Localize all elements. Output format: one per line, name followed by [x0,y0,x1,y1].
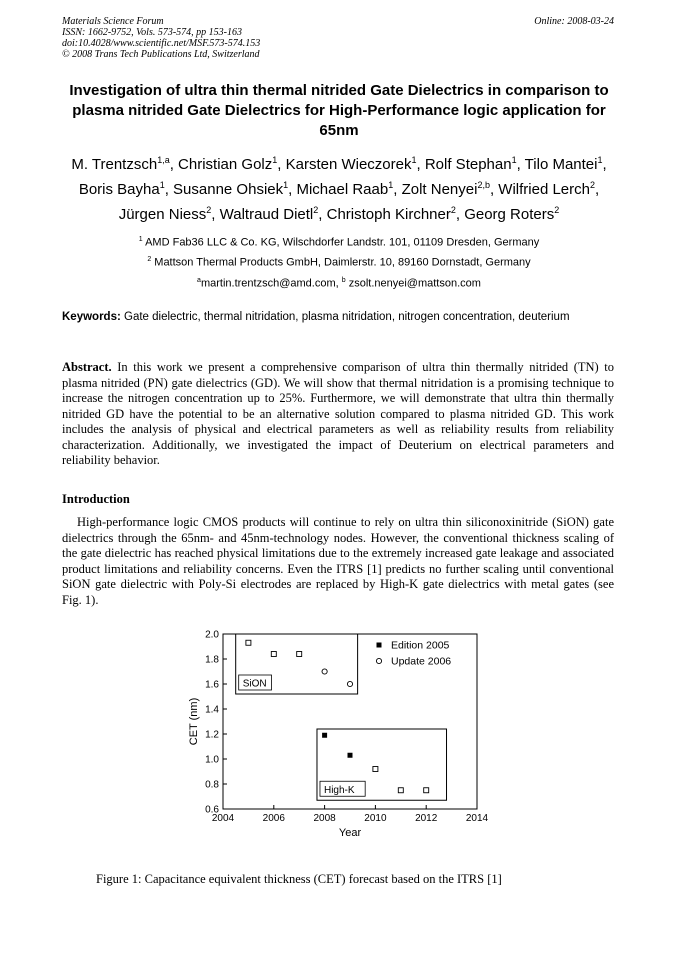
abstract-text: In this work we present a comprehensive comparison of ultra thin thermally nitrided (TN) to plasma nitrided (PN) gate dielectrics (GD). We will show that thermal nitridation is a promising technique to increase the nitrogen concentration up to 25%. Furthermore, we will demonstrate that ultra thin thermally nitrided GD have the potential to be an alternative solution compared to plasma nitrided GD. This work includes the analysis of physical and electrical parameters as well as reliability results from reliability characterization. Additionally, we investigated the impact of Deuterium on electrical parameters and reliability behavior. [62,360,615,467]
region-label: High-K [323,784,355,796]
affiliation-2-text: Mattson Thermal Products GmbH, Daimlerstr. 10, 89160 Dornstadt, Germany [154,256,531,269]
x-tick-label: 2006 [262,813,285,824]
email-b[interactable]: zsolt.nenyei@mattson.com [348,277,481,290]
paper-title: Investigation of ultra thin thermal nitrided Gate Dielectrics in comparison to plasma nitrided Gate Dielectrics for High-Performance logic application for 65nm [69,82,609,139]
journal-copyright: © 2008 Trans Tech Publications Ltd, Switzerland [62,49,260,60]
author-affiliation-sup: 1 [159,180,165,190]
affiliation-1 [62,233,616,250]
y-axis-label: CET (nm) [188,697,200,746]
introduction-heading: Introduction [62,492,130,506]
x-tick-label: 2004 [211,813,235,824]
data-point [398,788,403,793]
y-tick-label: 1.8 [205,654,219,666]
data-point [297,652,302,657]
author-affiliation-sup: 2 [554,205,560,215]
cet-forecast-chart [180,622,500,852]
author-name: Rolf Stephan [424,156,512,173]
x-tick-label: 2010 [364,813,387,824]
x-axis-label: Year [338,827,362,839]
author-name: Susanne Ohsiek [173,181,284,198]
data-point [424,788,429,793]
data-point [348,753,353,758]
y-tick-label: 1.2 [205,729,219,741]
email-a[interactable]: martin.trentzsch@amd.com, [200,277,339,290]
author-name: M. Trentzsch [71,156,158,173]
y-tick-label: 1.0 [205,754,219,766]
author-affiliation-sup: 1 [511,155,517,165]
email-b-sup: b [341,277,346,284]
data-point [347,681,352,686]
legend-label: Update 2006 [391,655,452,668]
journal-issn: ISSN: 1662-9752, Vols. 573-574, pp 153-163 [62,27,242,38]
keywords-label: Keywords: [62,311,121,323]
author-affiliation-sup: 2 [206,205,212,215]
legend-marker [377,643,382,648]
keywords [62,310,614,325]
author-affiliation-sup: 2,b [477,180,490,190]
author-name: Christoph Kirchner [326,206,451,223]
author-name: Jürgen Niess [118,206,207,223]
region-label: SiON [242,678,267,690]
x-tick-label: 2014 [465,813,489,824]
author-affiliation-sup: 2 [313,205,319,215]
x-tick-label: 2012 [415,813,438,824]
journal-doi: doi:10.4028/www.scientific.net/MSF.573-574.153 [62,38,261,49]
author-affiliation-sup: 1 [272,155,278,165]
author-list: M. Trentzsch$^{1,a}$, Christian Golz$^1$, Karsten Wieczorek$^1$, Rolf Stephan$^1$, Tilo Mantei$^1$, Boris Bayha$^1$, Susanne Ohsiek$^1$, Michael Raab$^1$, Zolt Nenyei$^{2,b}$, Wilfried Lerch$^2$, Jürgen Niess$^2$, Waltraud Dietl$^2$, Christoph Kirchner$^2$, Georg Roters$^2$ [71,155,607,223]
online-date: Online: 2008-03-24 [534,16,614,27]
author-affiliation-sup: 1 [388,180,394,190]
y-tick-label: 0.8 [205,779,219,791]
data-point [271,652,276,657]
y-tick-label: 0.6 [205,804,219,816]
author-affiliation-sup: 1,a [157,155,170,165]
affiliation-1-text: AMD Fab36 LLC & Co. KG, Wilschdorfer Landstr. 101, 01109 Dresden, Germany [145,236,540,249]
y-tick-label: 2.0 [205,629,219,641]
email-line [62,274,616,291]
author-name: Boris Bayha [78,181,160,198]
author-name: Tilo Mantei [524,156,598,173]
affiliation-1-sup: 1 [138,236,143,243]
author-name: Zolt Nenyei [401,181,478,198]
author-name: Karsten Wieczorek [285,156,412,173]
keywords-text: Gate dielectric, thermal nitridation, plasma nitridation, nitrogen concentration, deuterium [124,311,570,323]
author-affiliation-sup: 2 [590,180,596,190]
abstract [62,360,614,469]
affiliation-2 [62,253,616,270]
author-name: Waltraud Dietl [219,206,314,223]
email-a-sup: a [197,277,201,284]
data-point [322,669,327,674]
introduction-text: High-performance logic CMOS products will continue to rely on ultra thin siliconoxinitride (SiON) gate dielectrics through the 65nm- and 45nm-technology nodes. However, the conventional thickness scaling of the gate dielectric has reached physical limitations due to the extremely increased gate leakage and associated product limitations and reliability concerns. Even the ITRS [1] predicts no further scaling until conventional SiON gate dielectric with Poly-Si electrodes are replaced by High-K gate dielectrics with metal gates (see Fig. 1). [62,515,614,607]
legend-marker [376,658,381,663]
author-affiliation-sup: 2 [450,205,456,215]
author-name: Michael Raab [296,181,389,198]
author-affiliation-sup: 1 [411,155,417,165]
author-affiliation-sup: 1 [283,180,289,190]
author-name: Georg Roters [464,206,555,223]
author-affiliation-sup: 1 [597,155,603,165]
author-name: Wilfried Lerch [498,181,590,198]
data-point [246,640,251,645]
y-tick-label: 1.6 [205,679,219,691]
journal-name: Materials Science Forum [62,16,164,27]
y-tick-label: 1.4 [205,704,219,716]
journal-header [62,16,260,60]
abstract-label: Abstract. [62,360,112,374]
data-point [373,767,378,772]
data-point [322,733,327,738]
figure-caption: Figure 1: Capacitance equivalent thickness (CET) forecast based on the ITRS [1] [96,872,502,886]
author-name: Christian Golz [178,156,273,173]
x-tick-label: 2008 [313,813,336,824]
affiliation-2-sup: 2 [147,256,152,263]
legend-label: Edition 2005 [391,639,450,652]
